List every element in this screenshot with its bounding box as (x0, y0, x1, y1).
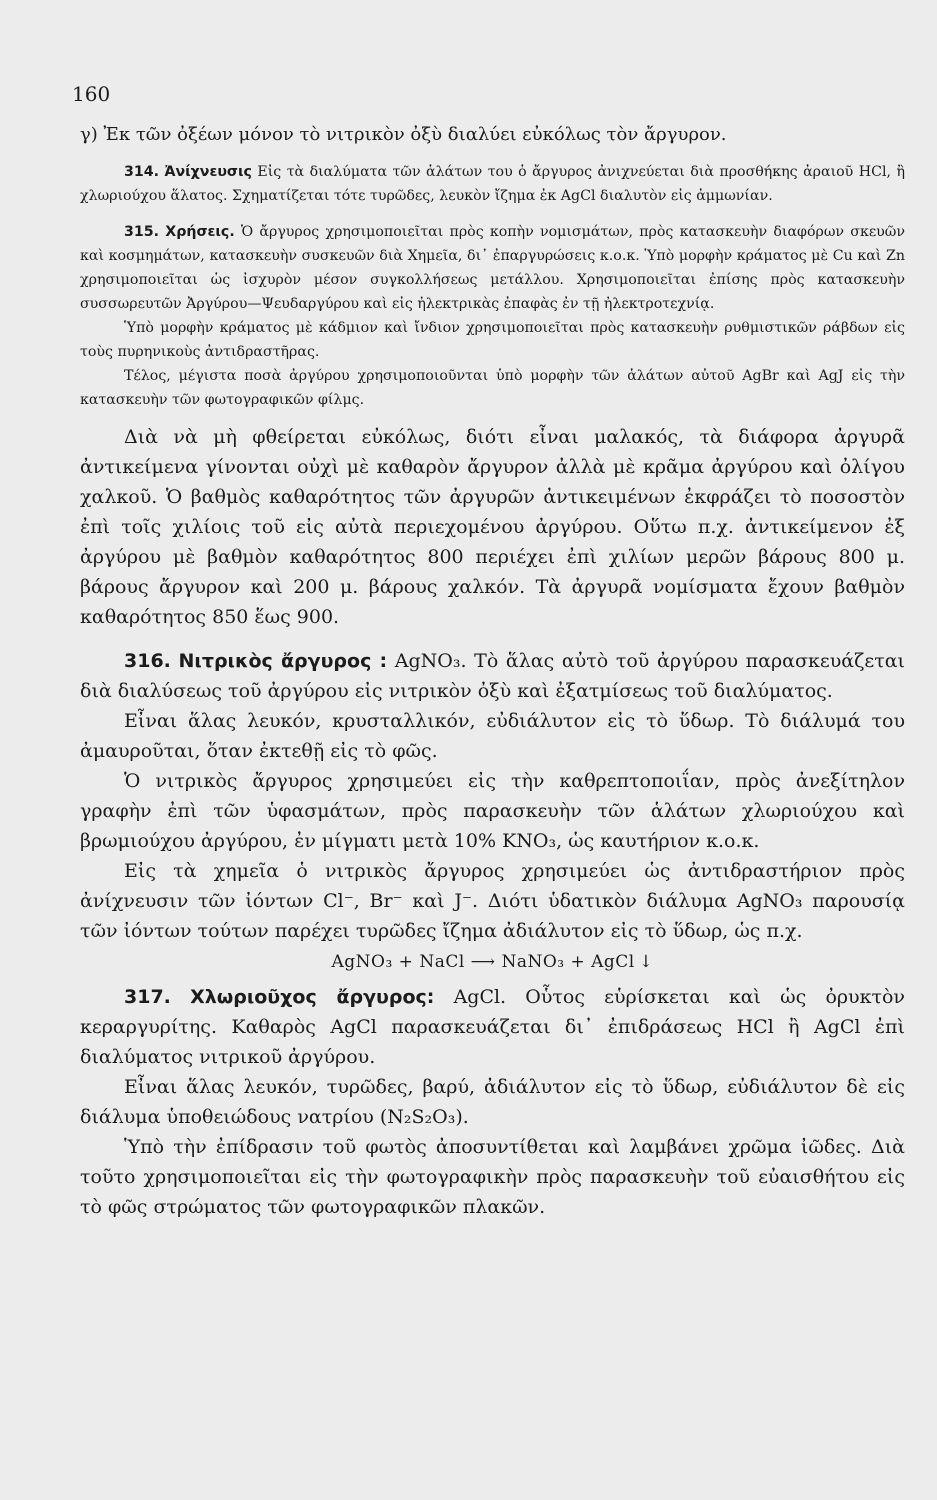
section-316-p2: Εἶναι ἅλας λευκόν, κρυσταλλικόν, εὐδιάλυτον εἰς τὸ ὕδωρ. Τὸ διάλυμά του ἀμαυροῦται, ὅταν ἐκτεθῇ εἰς τὸ φῶς. (80, 710, 905, 762)
section-314 (80, 160, 905, 208)
paragraph-gamma: γ) Ἐκ τῶν ὀξέων μόνον τὸ νιτρικὸν ὀξὺ διαλύει εὐκόλως τὸν ἄργυρον. (80, 124, 727, 145)
section-317-title: Χλωριοῦχος ἄργυρος: (190, 986, 435, 1008)
section-315-title: Χρήσεις. (165, 224, 235, 240)
section-315-p2: Ὑπὸ μορφὴν κράματος μὲ κάδμιον καὶ ἴνδιον χρησιμοποιεῖται πρὸς κατασκευὴν ρυθμιστικῶν ράβδων εἰς τοὺς πυρηνικοὺς ἀντιδραστῆρας. (80, 320, 905, 360)
chemical-equation (80, 952, 905, 972)
section-316-p1 (80, 646, 905, 706)
section-316-title: Νιτρικὸς ἄργυρος : (178, 650, 388, 672)
equation-text: AgNO₃ + NaCl ⟶ NaNO₃ + AgCl (331, 952, 635, 972)
section-317-p1 (80, 982, 905, 1072)
section-316-number: 316. (124, 650, 171, 672)
section-314-text: Εἰς τὰ διαλύματα τῶν ἁλάτων του ὁ ἄργυρος ἀνιχνεύεται διὰ προσθήκης ἀραιοῦ HCl, ἢ χλωριούχου ἅλατος. Σχηματίζεται τότε τυρῶδες, λευκὸν ἴζημα ἐκ AgCl διαλυτὸν εἰς ἀμμωνίαν. (80, 164, 905, 204)
section-317-text: Οὗτος εὑρίσκεται καὶ ὡς ὀρυκτὸν κεραργυρίτης. Καθαρὸς AgCl παρασκευάζεται δι᾿ ἐπιδράσεως HCl ἢ AgCl ἐπὶ διαλύματος νιτρικοῦ ἀργύρου. (80, 986, 905, 1068)
section-314-number: 314. (124, 164, 160, 180)
section-317-p3: Ὑπὸ τὴν ἐπίδρασιν τοῦ φωτὸς ἀποσυντίθεται καὶ λαμβάνει χρῶμα ἰῶδες. Διὰ τοῦτο χρησιμοποιεῖται εἰς τὴν φωτογραφικὴν πρὸς παρασκευὴν τοῦ εὐαισθήτου εἰς τὸ φῶς στρώματος τῶν φωτογραφικῶν πλακῶν. (80, 1136, 905, 1218)
section-315-p1 (80, 220, 905, 316)
section-315-text: Ὁ ἄργυρος χρησιμοποιεῖται πρὸς κοπὴν νομισμάτων, πρὸς κατασκευὴν διαφόρων σκευῶν καὶ κοσμημάτων, κατασκευὴν συσκευῶν διὰ Χημεῖα, δι᾿ ἐπαργυρώσεις κ.ο.κ. Ὑπὸ μορφὴν κράματος μὲ Cu καὶ Zn χρησιμοποιεῖται ὡς ἰσχυρὸν μέσον συγκολλήσεως μετάλλου. Χρησιμοποιεῖται ἐπίσης πρὸς κατασκευὴν συσσωρευτῶν Ἀργύρου—Ψευδαργύρου καὶ εἰς ἠλεκτρικὰς ἐπαφὰς ἐν τῇ ἠλεκτροτεχνίᾳ. (80, 224, 905, 312)
section-316-text: Τὸ ἅλας αὐτὸ τοῦ ἀργύρου παρασκευάζεται διὰ διαλύσεως τοῦ ἀργύρου εἰς νιτρικὸν ὀξὺ καὶ ἐξατμίσεως τοῦ διαλύματος. (80, 650, 906, 702)
section-314-title: Ἀνίχνευσις (164, 164, 252, 180)
page-number: 160 (72, 82, 111, 106)
section-315-p3: Τέλος, μέγιστα ποσὰ ἀργύρου χρησιμοποιοῦνται ὑπὸ μορφὴν τῶν ἁλάτων αὐτοῦ AgBr καὶ AgJ εἰς τὴν κατασκευὴν τῶν φωτογραφικῶν φίλμς. (80, 368, 905, 408)
section-316-p4: Εἰς τὰ χημεῖα ὁ νιτρικὸς ἄργυρος χρησιμεύει ὡς ἀντιδραστήριον πρὸς ἀνίχνευσιν τῶν ἰόντων Cl⁻, Br⁻ καὶ J⁻. Διότι ὑδατικὸν διάλυμα AgNO₃ παρουσίᾳ τῶν ἰόντων τούτων παρέχει τυρῶδες ἴζημα ἀδιάλυτον εἰς τὸ ὕδωρ, ὡς π.χ. (80, 860, 905, 942)
section-316-formula: AgNO₃. (394, 650, 467, 672)
section-316-p3: Ὁ νιτρικὸς ἄργυρος χρησιμεύει εἰς τὴν καθρεπτοποιΐαν, πρὸς ἀνεξίτηλον γραφὴν ἐπὶ τῶν ὑφασμάτων, πρὸς παρασκευὴν τῶν ἁλάτων χλωριούχου καὶ βρωμιούχου ἀργύρου, ἐν μίγματι μετὰ 10% KNO₃, ὡς καυτήριον κ.ο.κ. (80, 770, 905, 852)
section-317-formula: AgCl. (453, 986, 507, 1008)
section-315-number: 315. (124, 224, 160, 240)
section-317-p2: Εἶναι ἅλας λευκόν, τυρῶδες, βαρύ, ἀδιάλυτον εἰς τὸ ὕδωρ, εὐδιάλυτον δὲ εἰς διάλυμα ὑποθειώδους νατρίου (N₂S₂O₃). (80, 1076, 905, 1128)
precipitate-arrow-icon: ↓ (638, 952, 654, 972)
section-317-number: 317. (124, 986, 171, 1008)
text-column (80, 120, 905, 1222)
section-315-p4: Διὰ νὰ μὴ φθείρεται εὐκόλως, διότι εἶναι μαλακός, τὰ διάφορα ἀργυρᾶ ἀντικείμενα γίνονται οὐχὶ μὲ καθαρὸν ἄργυρον ἀλλὰ μὲ κρᾶμα ἀργύρου καὶ ὀλίγου χαλκοῦ. Ὁ βαθμὸς καθαρότητος τῶν ἀργυρῶν ἀντικειμένων ἐκφράζει τὸ ποσοστὸν ἐπὶ τοῖς χιλίοις τοῦ εἰς αὐτὰ περιεχομένου ἀργύρου. Οὕτω π.χ. ἀντικείμενον ἐξ ἀργύρου μὲ βαθμὸν καθαρότητος 800 περιέχει ἐπὶ χιλίων μερῶν βάρους 800 μ. βάρους ἄργυρον καὶ 200 μ. βάρους χαλκόν. Τὰ ἀργυρᾶ νομίσματα ἔχουν βαθμὸν καθαρότητος 850 ἕως 900. (80, 426, 905, 628)
